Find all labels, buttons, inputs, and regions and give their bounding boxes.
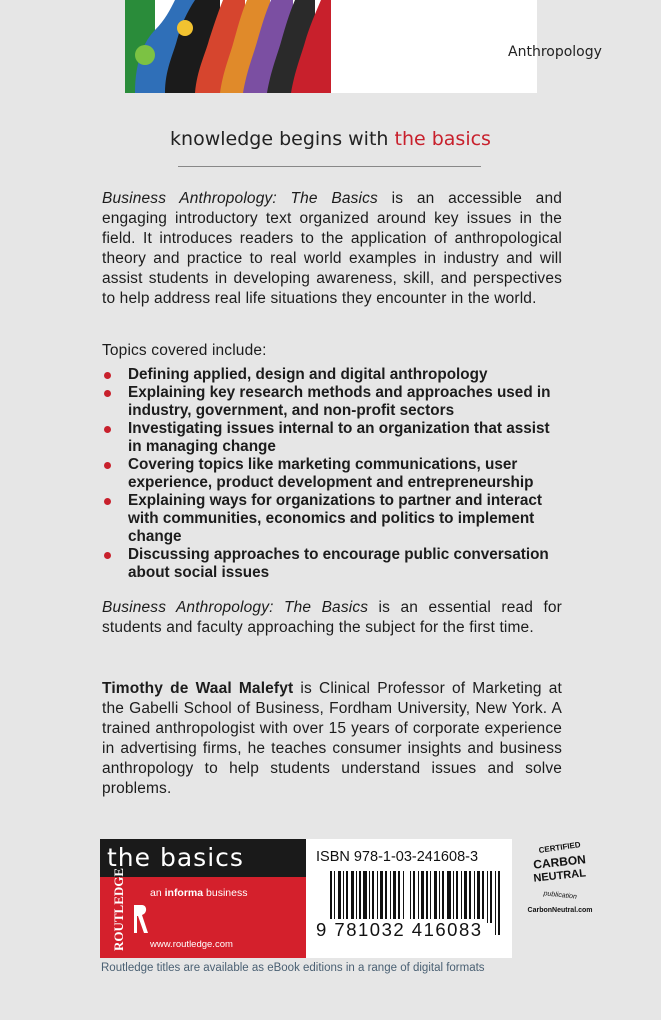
description-text: is an accessible and engaging introductory text organized around key issues in the field. It introduces readers to the application of anthropological theory and practice to real world examples in industry and will assist students in developing awareness, skill, and perspectives to help address real life situations they encounter in the world.	[102, 190, 562, 307]
series-label: Anthropology	[508, 44, 602, 60]
informa-suffix: business	[203, 887, 248, 899]
author-bio-text: is Clinical Professor of Marketing at the Gabelli School of Business, Fordham University, New York. A trained anthropologist with over 15 years of corporate experience in advertising firms, he teaches consumer insights and business anthropology to help students understand issues and solve problems.	[102, 680, 562, 797]
carbon-line1: CERTIFIED	[538, 840, 582, 855]
informa-text	[150, 887, 247, 899]
routledge-mark-icon	[130, 903, 150, 935]
barcode-number: 9 781032 416083	[316, 919, 483, 940]
bullet-icon	[104, 498, 111, 505]
carbon-site: CarbonNeutral.com	[527, 907, 593, 914]
list-item-text: Discussing approaches to encourage public conversation about social issues	[128, 546, 549, 581]
list-item	[102, 456, 564, 492]
list-item-text: Covering topics like marketing communications, user experience, product development and entrepreneurship	[128, 456, 534, 491]
tagline	[0, 128, 661, 150]
list-item	[102, 420, 564, 456]
topics-list	[102, 366, 564, 582]
series-logo: the basics	[100, 839, 306, 877]
list-item-text: Defining applied, design and digital anthropology	[128, 366, 488, 383]
book-title: Business Anthropology: The Basics	[102, 190, 378, 207]
bullet-icon	[104, 462, 111, 469]
topics-heading: Topics covered include:	[102, 342, 267, 359]
list-item	[102, 384, 564, 420]
publisher-logo	[100, 839, 306, 958]
list-item	[102, 492, 564, 546]
barcode-block	[306, 839, 512, 958]
author-bio	[102, 679, 562, 799]
carbon-line2: CARBON	[532, 852, 587, 872]
silhouettes-illustration	[125, 0, 331, 93]
divider	[178, 166, 481, 167]
cover-banner	[125, 0, 602, 93]
book-title: Business Anthropology: The Basics	[102, 599, 369, 616]
bullet-icon	[104, 390, 111, 397]
routledge-logo-icon	[105, 867, 129, 953]
list-item-text: Investigating issues internal to an organization that assist in managing change	[128, 420, 550, 455]
publisher-url[interactable]: www.routledge.com	[150, 939, 233, 950]
ebook-footnote: Routledge titles are available as eBook editions in a range of digital formats	[101, 962, 485, 974]
closing-paragraph	[102, 598, 562, 638]
description-paragraph	[102, 189, 562, 309]
list-item	[102, 366, 564, 384]
list-item	[102, 546, 564, 582]
carbon-line3: NEUTRAL	[532, 867, 587, 885]
bullet-icon	[104, 552, 111, 559]
carbon-neutral-badge	[523, 838, 598, 918]
list-item-text: Explaining ways for organizations to partner and interact with communities, economics and politics to implement change	[128, 492, 542, 545]
closing-text: is an essential read for students and faculty approaching the subject for the first time.	[102, 599, 562, 636]
list-item-text: Explaining key research methods and approaches used in industry, government, and non-profit sectors	[128, 384, 551, 419]
tagline-lead: knowledge begins with	[170, 128, 395, 150]
isbn-text: ISBN 978-1-03-241608-3	[316, 849, 479, 865]
bullet-icon	[104, 426, 111, 433]
imprint-text: ROUTLEDGE	[111, 867, 126, 951]
tagline-accent: the basics	[394, 128, 491, 150]
informa-bold: informa	[164, 887, 204, 899]
informa-prefix: an	[150, 887, 165, 899]
author-name: Timothy de Waal Malefyt	[102, 680, 294, 697]
carbon-line4: publication	[543, 890, 578, 901]
bullet-icon	[104, 372, 111, 379]
